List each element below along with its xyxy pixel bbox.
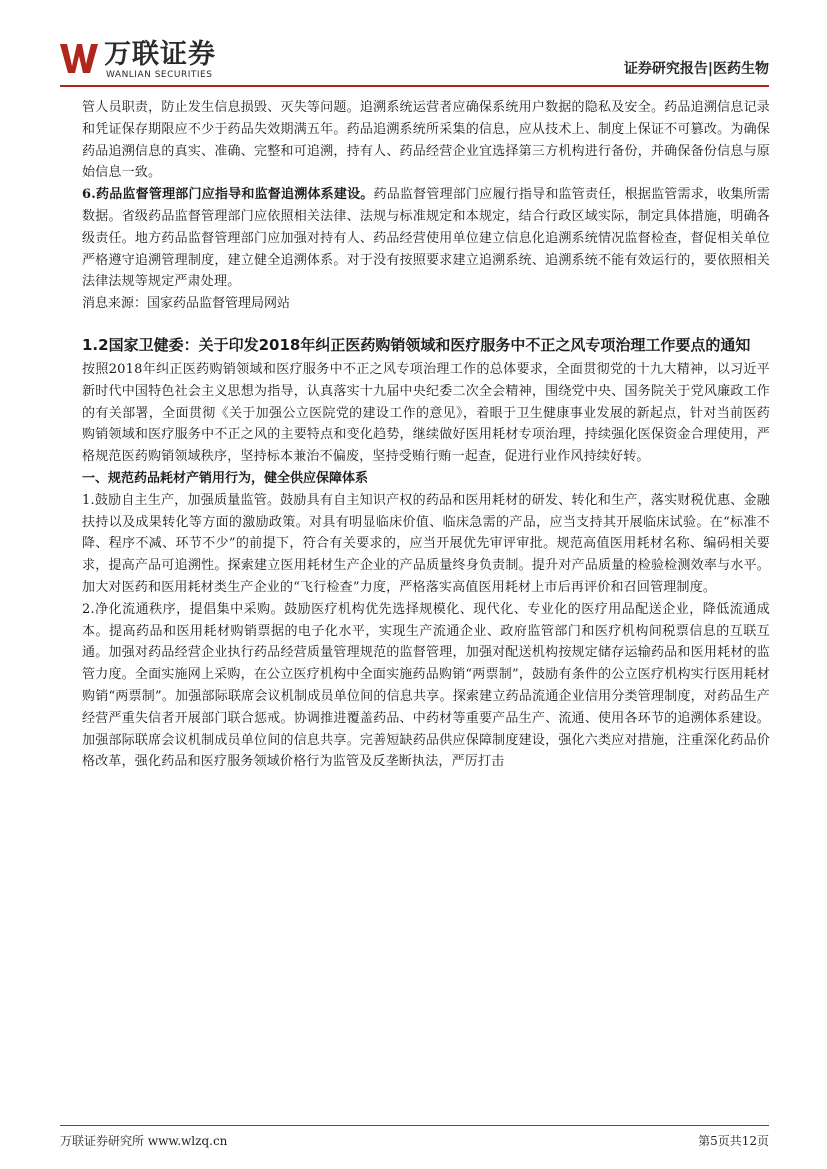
footer-divider — [60, 1125, 769, 1126]
header-divider — [60, 85, 769, 87]
section-title: 1.2国家卫健委：关于印发2018年纠正医药购销领域和医疗服务中不正之风专项治理工作要点的通知 — [82, 335, 751, 354]
page-header — [60, 36, 769, 88]
paragraph-heading: 6.药品监督管理部门应指导和监督追溯体系建设。 — [82, 187, 374, 203]
logo-english-name: WANLIAN SECURITIES — [106, 70, 213, 80]
page-number: 第5页共12页 — [698, 1134, 769, 1148]
footer-institute: 万联证券研究所 www.wlzq.cn — [60, 1134, 228, 1148]
wanlian-logo-icon — [60, 42, 98, 74]
paragraph-supervision — [82, 184, 770, 293]
document-body — [82, 97, 770, 773]
paragraph-distribution: 2.净化流通秩序，提倡集中采购。鼓励医疗机构优先选择规模化、现代化、专业化的医疗用品配送企业，降低流通成本。提高药品和医用耗材购销票据的电子化水平，实现生产流通企业、政府监管部门和医疗机构间税票信息的互联互通。加强对药品经营企业执行药品经营质量管理规范的监督管理，加强对配送机构按规定储存运输药品和医用耗材的监管力度。全面实施网上采购，在公立医疗机构中全面实施药品购销“两票制”，鼓励有条件的公立医疗机构实行医用耗材购销“两票制”。加强部际联席会议机制成员单位间的信息共享。探索建立药品流通企业信用分类管理制度，对药品生产经营严重失信者开展部门联合惩戒。协调推进覆盖药品、中药材等重要产品生产、流通、使用各环节的追溯体系建设。加强部际联席会议机制成员单位间的信息共享。完善短缺药品供应保障制度建设，强化六类应对措施，注重深化药品价格改革，强化药品和医疗服务领域价格行为监管及反垄断执法，严厉打击 — [82, 601, 770, 770]
paragraph-overview: 按照2018年纠正医药购销领域和医疗服务中不正之风专项治理工作的总体要求，全面贯彻党的十九大精神，以习近平新时代中国特色社会主义思想为指导，认真落实十九届中央纪委二次全会精神，围绕党中央、国务院关于党风廉政工作的有关部署，全面贯彻《关于加强公立医院党的建设工作的意见》，着眼于卫生健康事业发展的新起点，针对当前医药购销领域和医疗服务中不正之风的主要特点和变化趋势，继续做好医用耗材专项治理，持续强化医保资金合理使用，严格规范医药购销领域秩序，坚持标本兼治不偏废，坚持受贿行贿一起查，促进行业作风持续好转。 — [82, 361, 770, 465]
logo-chinese-name: 万联证券 — [104, 39, 216, 70]
report-type-label: 证券研究报告|医药生物 — [623, 61, 769, 77]
sub-section-title: 一、规范药品耗材产销用行为，健全供应保障体系 — [82, 470, 369, 486]
news-source: 消息来源：国家药品监督管理局网站 — [82, 296, 291, 312]
paragraph-production: 1.鼓励自主生产，加强质量监管。鼓励具有自主知识产权的药品和医用耗材的研发、转化和生产，落实财税优惠、金融扶持以及成果转化等方面的激励政策。对具有明显临床价值、临床急需的产品，应当支持其开展临床试验。在“标准不降、程序不减、环节不少”的前提下，符合有关要求的，应当开展优先审评审批。规范高值医用耗材名称、编码相关要求，提高产品可追溯性。探索建立医用耗材生产企业的产品质量终身负责制。提升对产品质量的检验检测效率与水平。加大对医药和医用耗材类生产企业的“飞行检查”力度，严格落实高值医用耗材上市后再评价和召回管理制度。 — [82, 492, 770, 595]
paragraph-text: 药品监督管理部门应履行指导和监管责任，根据监管需求，收集所需数据。省级药品监督管理部门应依照相关法律、法规与标准规定和本规定，结合行政区域实际，制定具体措施，明确各级责任。地方药品监督管理部门应加强对持有人、药品经营使用单位建立信息化追溯系统情况监督检查，督促相关单位严格遵守追溯管理制度，建立健全追溯体系。对于没有按照要求建立追溯系统、追溯系统不能有效运行的，要依照相关法律法规等规定严肃处理。 — [82, 187, 770, 290]
paragraph-traceability-records: 管人员职责，防止发生信息损毁、灭失等问题。追溯系统运营者应确保系统用户数据的隐私及安全。药品追溯信息记录和凭证保存期限应不少于药品失效期满五年。药品追溯系统所采集的信息，应从技术上、制度上保证不可篡改。为确保药品追溯信息的真实、准确、完整和可追溯，持有人、药品经营企业宜选择第三方机构进行备份，并确保备份信息与原始信息一致。 — [82, 100, 770, 181]
company-logo — [60, 40, 280, 84]
